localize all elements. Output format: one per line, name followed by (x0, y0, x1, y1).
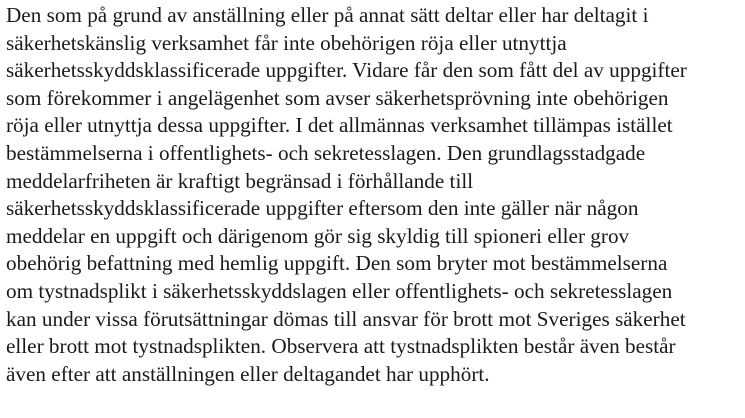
text-line: bestämmelserna i offentlighets- och sekretesslagen. Den grundlagsstadgade (6, 140, 646, 165)
text-line: som förekommer i angelägenhet som avser säkerhetsprövning inte obehörigen (6, 85, 669, 110)
text-line: om tystnadsplikt i säkerhetsskyddslagen eller offentlighets- och sekretesslagen (6, 278, 673, 303)
text-line: obehörig befattning med hemlig uppgift. Den som bryter mot bestämmelserna (6, 251, 668, 276)
text-line: säkerhetsskyddsklassificerade uppgifter. Vidare får den som fått del av uppgifter (6, 58, 687, 83)
text-line: Den som på grund av anställning eller på annat sätt deltar eller har deltagit i (6, 3, 649, 27)
document-body (6, 2, 742, 416)
text-line: säkerhetskänslig verksamhet får inte obehörigen röja eller utnyttja (6, 30, 567, 55)
text-line: meddelar en uppgift och därigenom gör sig skyldig till spioneri eller grov (6, 223, 630, 248)
text-line: kan under vissa förutsättningar dömas till ansvar för brott mot Sveriges säkerhet (6, 306, 686, 331)
text-line: säkerhetsskyddsklassificerade uppgifter eftersom den inte gäller när någon (6, 196, 639, 221)
text-line: röja eller utnyttja dessa uppgifter. I det allmännas verksamhet tillämpas istället (6, 113, 673, 138)
text-line: meddelarfriheten är kraftigt begränsad i förhållande till (6, 168, 474, 193)
text-line: även efter att anställningen eller deltagandet har upphört. (6, 361, 490, 386)
text-line: eller brott mot tystnadsplikten. Observera att tystnadsplikten består även består (6, 334, 676, 359)
